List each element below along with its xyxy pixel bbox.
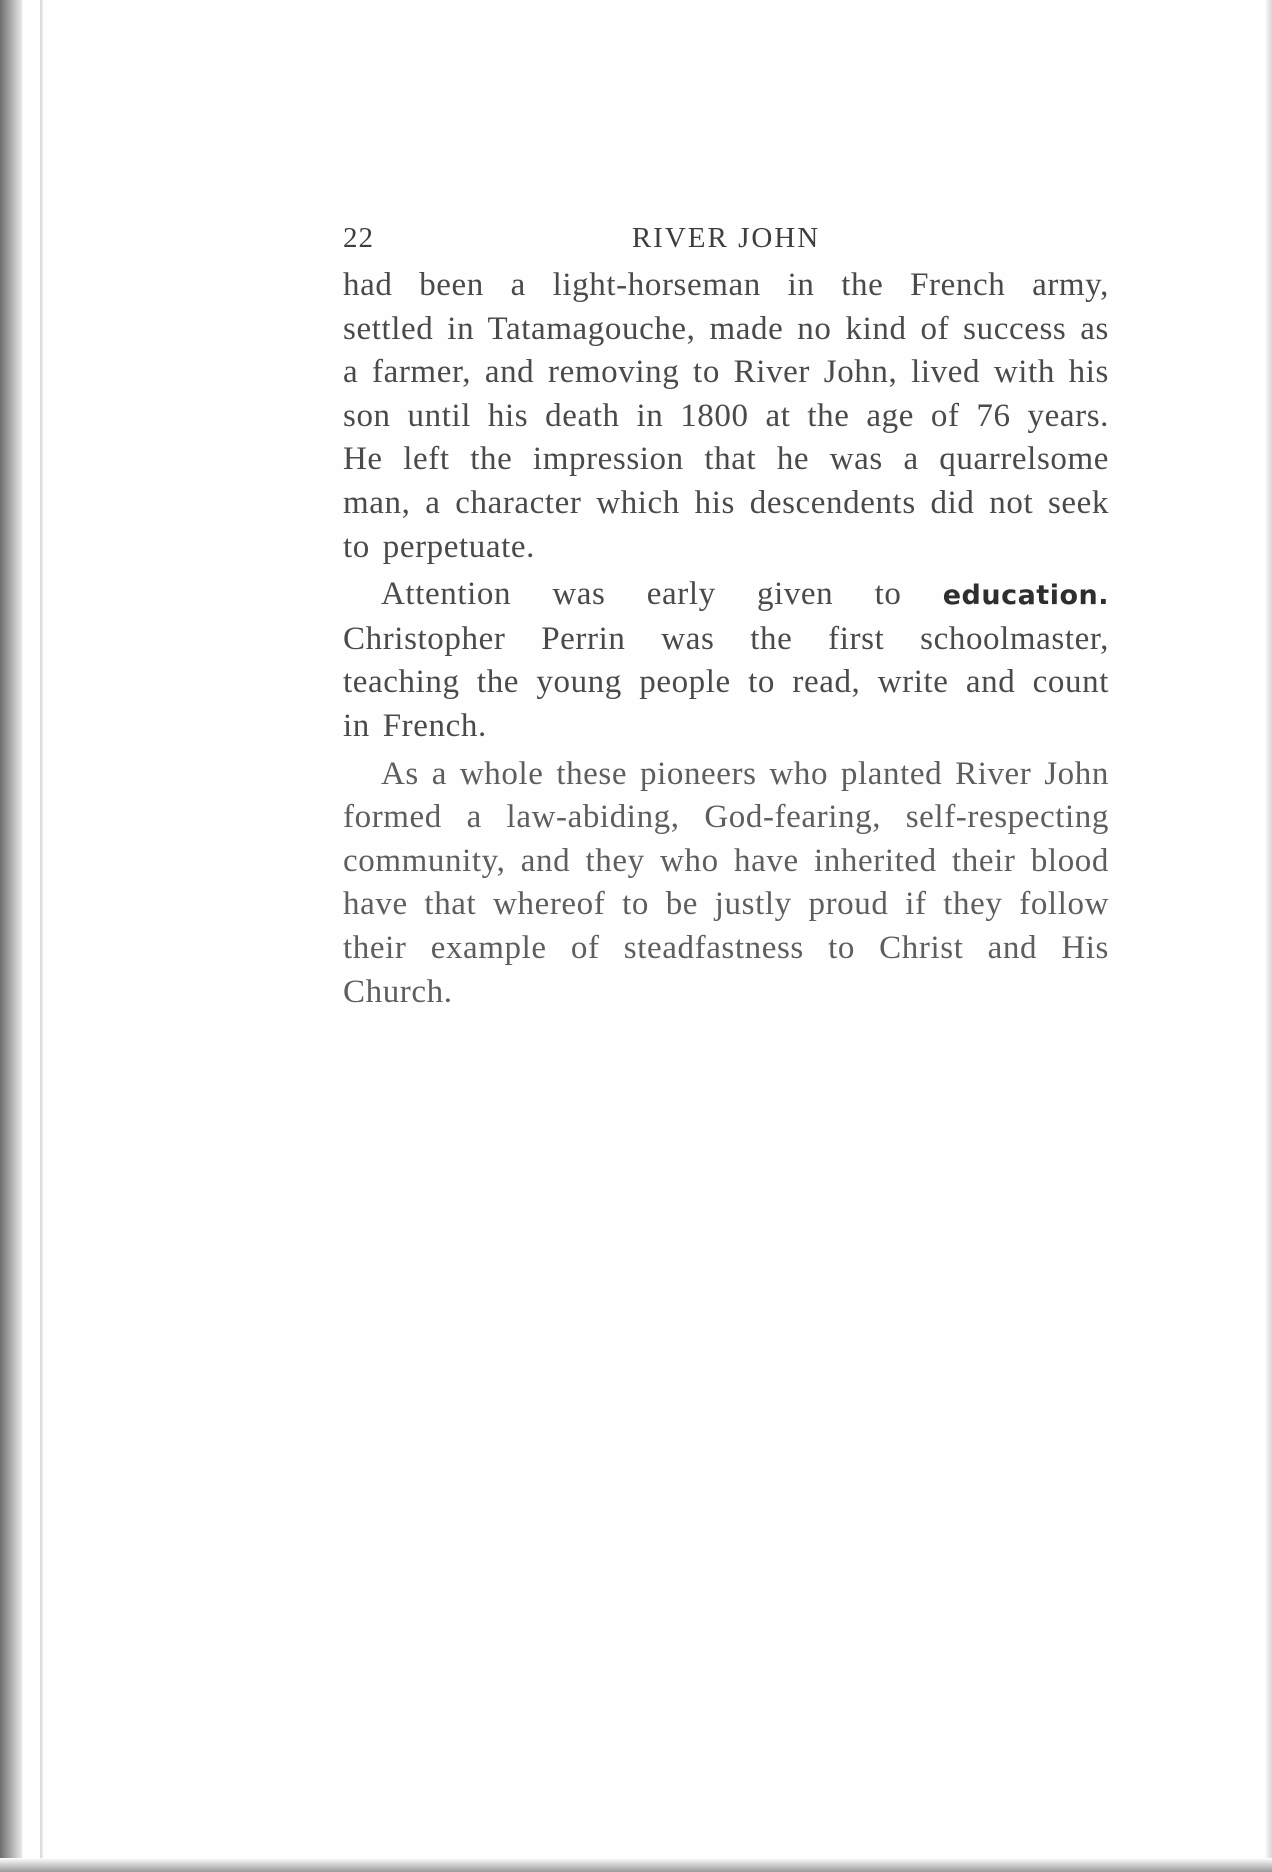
page-bottom-edge xyxy=(0,1858,1272,1872)
page-edge-line xyxy=(40,0,43,1872)
paragraph-education-rest: Christopher Perrin was the first schoolmaster, teaching the young people to read, write and count in French. xyxy=(343,620,1109,744)
paragraph-continuation: had been a light-horseman in the French army, settled in Tatamagouche, made no kind of success as a farmer, and removing to River John, lived with his son until his death in 1800 at the age of 76 years. He left the impression that he was a quarrelsome man, a character which his descendents did not seek to perpetuate. xyxy=(343,267,1109,565)
text-block xyxy=(343,222,1109,1014)
page-binding-edge xyxy=(0,0,22,1872)
paragraph-pioneers: As a whole these pioneers who planted River John formed a law-abiding, God-fearing, self-respecting community, and they who have inherited their blood have that whereof to be justly proud if they follow their example of steadfastness to Christ and His Church. xyxy=(343,755,1109,1010)
running-title: RIVER JOHN xyxy=(631,222,821,254)
paragraph-education xyxy=(343,573,1109,748)
page-right-edge xyxy=(1266,0,1272,1872)
running-head xyxy=(343,222,1109,264)
paragraph-education-lead: Attention was early given to xyxy=(381,576,943,613)
page-number: 22 xyxy=(343,222,374,254)
bold-term-education: education. xyxy=(942,580,1109,612)
